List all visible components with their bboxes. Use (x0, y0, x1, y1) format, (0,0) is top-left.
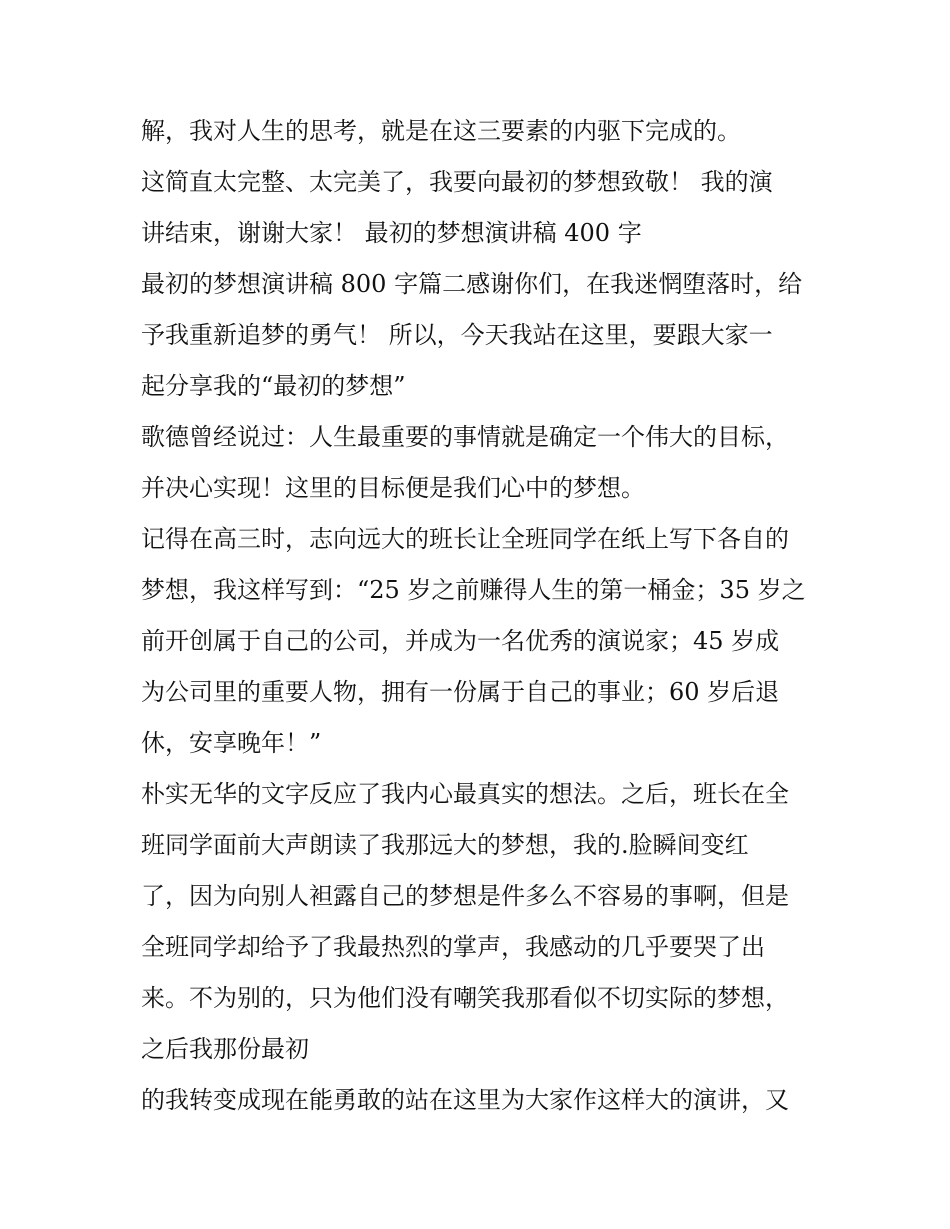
text-line: 来。不为别的，只为他们没有嘲笑我那看似不切实际的梦想， (141, 984, 789, 1012)
text-line: 讲结束，谢谢大家！ 最初的梦想演讲稿 400 字 (141, 219, 642, 247)
text-line: 休，安享晚年！” (141, 729, 322, 757)
text-line: 歌德曾经说过：人生最重要的事情就是确定一个伟大的目标， (141, 423, 789, 451)
text-line: 予我重新追梦的勇气！ 所以，今天我站在这里，要跟大家一 (141, 321, 773, 349)
text-line: 记得在高三时，志向远大的班长让全班同学在纸上写下各自的 (141, 525, 789, 553)
text-line: 之后我那份最初 (141, 1035, 309, 1063)
text-line: 梦想，我这样写到：“25 岁之前赚得人生的第一桶金；35 岁之 (141, 576, 806, 604)
text-line: 班同学面前大声朗读了我那远大的梦想，我的.脸瞬间变红 (141, 831, 749, 859)
text-line: 起分享我的“最初的梦想” (141, 372, 406, 400)
text-line: 为公司里的重要人物，拥有一份属于自己的事业；60 岁后退 (141, 678, 780, 706)
text-line: 最初的梦想演讲稿 800 字篇二感谢你们，在我迷惘堕落时，给 (141, 270, 803, 298)
text-line: 了，因为向别人袒露自己的梦想是件多么不容易的事啊，但是 (141, 882, 789, 910)
text-line: 并决心实现！这里的目标便是我们心中的梦想。 (141, 474, 645, 502)
text-line: 全班同学却给予了我最热烈的掌声，我感动的几乎要哭了出 (141, 933, 765, 961)
text-line: 前开创属于自己的公司，并成为一名优秀的演说家；45 岁成 (141, 627, 780, 655)
text-line: 解，我对人生的思考，就是在这三要素的内驱下完成的。 (141, 117, 741, 145)
document-body (141, 106, 821, 1126)
text-line: 的我转变成现在能勇敢的站在这里为大家作这样大的演讲，又 (141, 1086, 789, 1114)
text-line: 这简直太完整、太完美了，我要向最初的梦想致敬！ 我的演 (141, 168, 773, 196)
text-line: 朴实无华的文字反应了我内心最真实的想法。之后，班长在全 (141, 780, 789, 808)
